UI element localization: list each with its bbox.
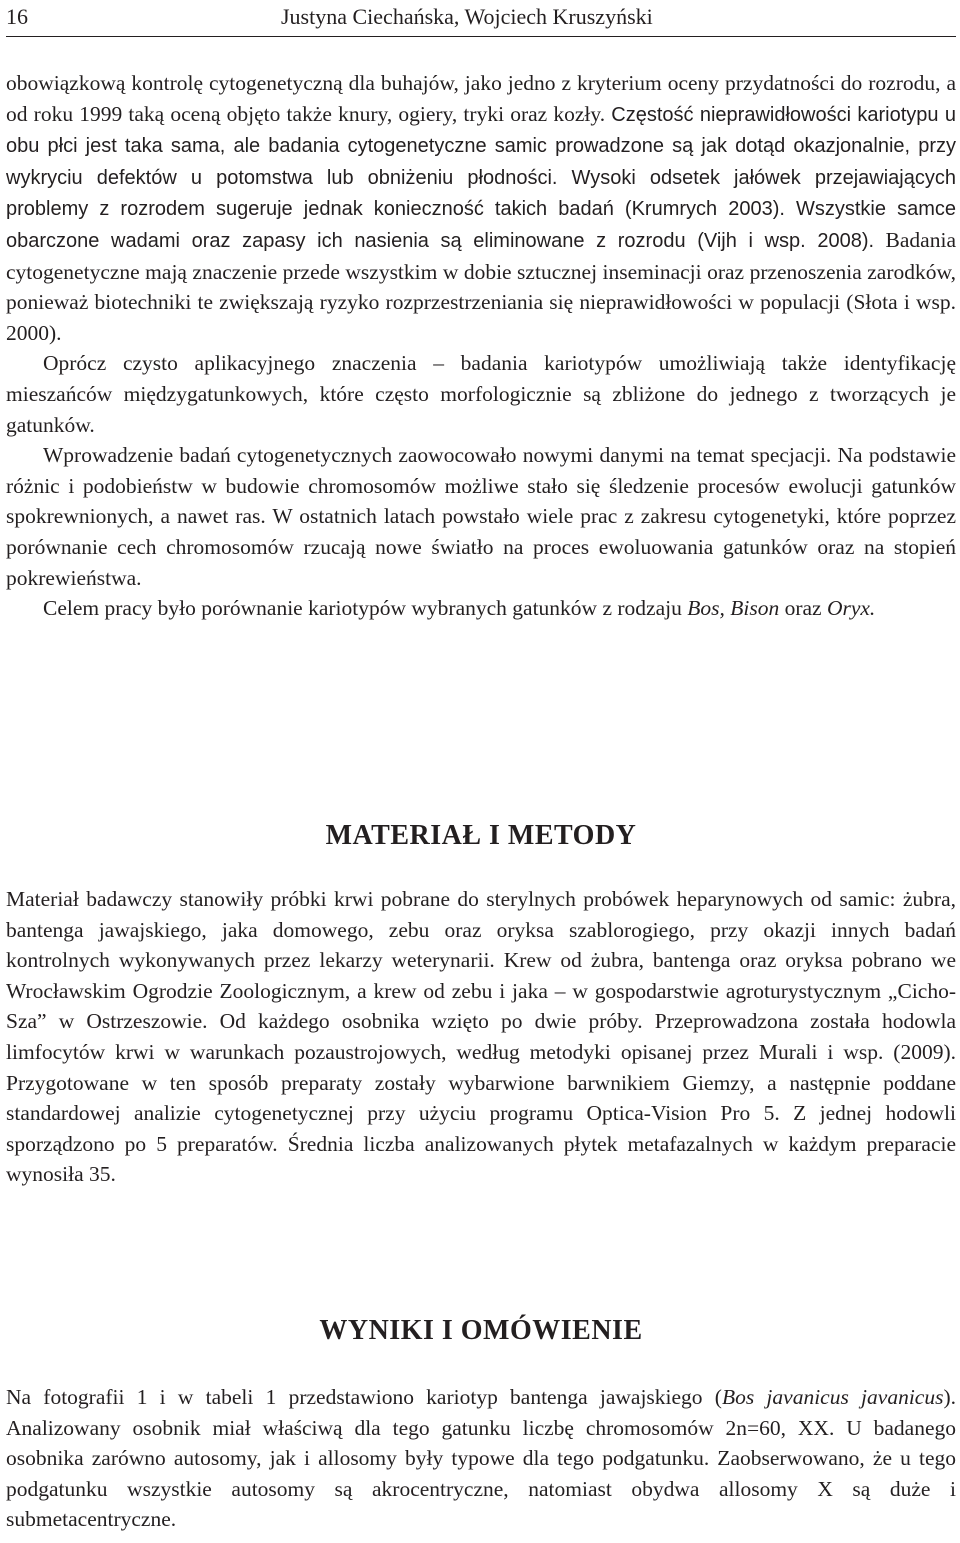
materials-section [6,884,956,1190]
aim-text: Celem pracy było porównanie kariotypów wybranych gatunków z rodzaju [43,596,688,621]
intro-paragraph-3: Wprowadzenie badań cytogenetycznych zaowocowało nowymi danymi na temat specjacji. Na podstawie różnic i podobieństw w budowie chromosomów możliwe stało się śledzenie procesów ewolucji gatunków spokrewnionych, a nawet ras. W ostatnich latach powstało wiele prac z zakresu cytogenetyki, które poprzez porównanie cech chromosomów rzucają nowe światło na proces ewoluowania gatunków oraz na stopień pokrewieństwa. [6,443,956,590]
results-text-a: Na fotografii 1 i w tabeli 1 przedstawiono kariotyp bantenga jawajskiego ( [6,1385,722,1409]
results-section [6,1382,956,1535]
materials-paragraph: Materiał badawczy stanowiły próbki krwi pobrane do sterylnych probówek heparynowych od samic: żubra, bantenga jawajskiego, jaka domowego, zebu oraz oryksa szablorogiego, przy okazji innych badań kontrolnych wykonywanych przez lekarzy weterynarii. Krew od żubra, bantenga oraz oryksa pobrano we Wrocławskim Ogrodzie Zoologicznym, a krew od zebu i jaka – w gospodarstwie agroturystycznym „Cicho-Sza” w Ostrzeszowie. Od każdego osobnika wzięto po dwie próby. Przeprowadzona została hodowla limfocytów krwi w warunkach pozaustrojowych, według metodyki opisanej przez Murali i wsp. (2009). Przygotowane w ten sposób preparaty zostały wybarwione barwnikiem Giemzy, a następnie poddane standardowej analizie cytogenetycznej przy użyciu programu Optica-Vision Pro 5. Z jednej hodowli sporządzono po 5 preparatów. Średnia liczba analizowanych płytek metafazalnych w każdym preparacie wynosiła 35. [6,887,956,1187]
intro-paragraph-1-part-b: Częstość nieprawidłowości kariotypu u obu płci jest taka sama, ale badania cytogenetyczne samic prowadzone są jak dotąd okazjonalnie, przy wykryciu defektów u potomstwa lub obniżeniu płodności. Wysoki odsetek jałówek przejawiających problemy z rozrodem sugeruje jednak konieczność takich badań (Krumrych 2003). Wszystkie samce obarczone wadami oraz zapasy ich nasienia są eliminowane z rozrodu (Vijh i wsp. 2008). [6,103,956,252]
page-number: 16 [6,4,28,29]
intro-paragraph-1-part-a: obowiązkową kontrolę cytogenetyczną dla buhajów, jako jedno z kryterium oceny przydatności do rozrodu, a od roku 1999 taką oceną objęto także knury, ogiery, tryki oraz kozły. [6,71,956,126]
results-paragraph [6,1382,956,1535]
intro-paragraph-1-part-c: Badania cytogenetyczne mają znaczenie przede wszystkim w dobie sztucznej inseminacji oraz przenoszenia zarodków, ponieważ biotechniki te zwiększają ryzyko rozprzestrzeniania się nieprawidłowości w populacji (Słota i wsp. 2000). [6,227,956,345]
materials-heading: MATERIAŁ I METODY [325,820,637,851]
introduction-section [6,68,956,624]
genus-oryx: Oryx. [826,596,876,621]
intro-paragraph-4 [6,593,956,624]
intro-paragraph-1 [6,68,956,348]
genus-names: Bos, Bison [687,596,780,621]
results-heading: WYNIKI I OMÓWIENIE [319,1315,643,1346]
results-text-b: ). Analizowany osobnik miał właściwą dla tego gatunku liczbę chromosomów 2n=60, XX. U badanego osobnika zarówno autosomy, jak i allosomy były typowe dla tego podgatunku. Zaobserwowano, że u tego podgatunku wszystkie autosomy są akrocentryczne, natomiast obydwa allosomy X są duże i submetacentryczne. [6,1385,956,1532]
page [6,0,956,1532]
aim-connector: oraz [779,596,827,621]
running-header [6,0,956,37]
header-authors: Justyna Ciechańska, Wojciech Kruszyński [281,4,653,29]
intro-paragraph-2: Oprócz czysto aplikacyjnego znaczenia – badania kariotypów umożliwiają także identyfikację mieszańców międzygatunkowych, które często morfologicznie są zbliżone do jednego z tworzących je gatunków. [6,351,956,437]
species-name: Bos javanicus javanicus [721,1385,944,1409]
